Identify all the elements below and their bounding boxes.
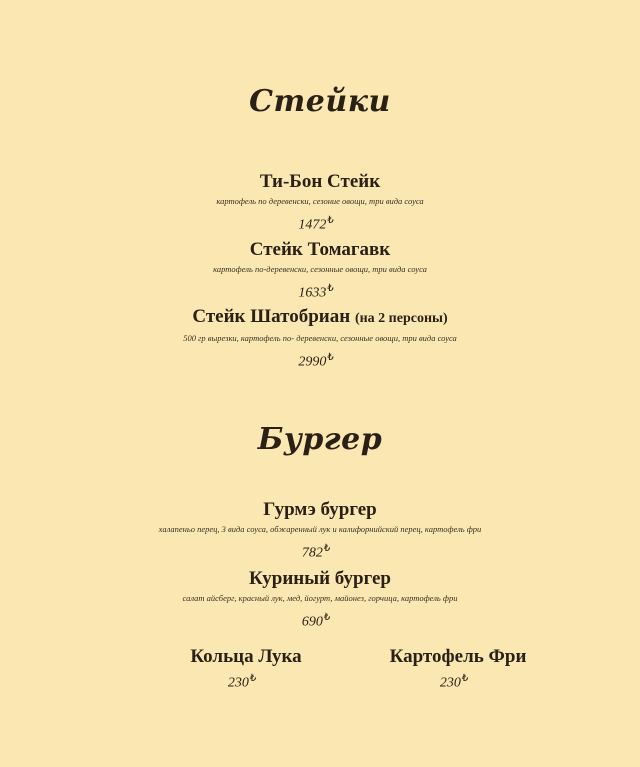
menu-item-t-bone-steak bbox=[0, 171, 640, 235]
price-value: 2990 bbox=[298, 354, 327, 370]
item-name: Кольца Лука bbox=[190, 646, 302, 667]
item-description: картофель по деревенски, сезоние овощи, три вида соуса bbox=[216, 196, 424, 206]
menu-item-gourmet-burger bbox=[0, 499, 640, 563]
price-value: 690 bbox=[301, 614, 323, 630]
price-value: 1633 bbox=[298, 285, 327, 301]
item-price bbox=[0, 280, 640, 303]
menu-item-onion-rings bbox=[146, 646, 346, 693]
item-name-text: Стейк Шатобриан bbox=[192, 306, 351, 327]
item-name: Куриный бургер bbox=[248, 568, 392, 589]
item-price bbox=[0, 540, 640, 563]
item-name: Стейк Томагавк bbox=[249, 239, 391, 260]
item-description: картофель по-деревенски, сезонные овощи, три вида соуса bbox=[213, 264, 427, 274]
section-title-burgers: Бургер bbox=[257, 422, 383, 457]
menu-item-tomahawk-steak bbox=[0, 239, 640, 303]
menu-item-french-fries bbox=[358, 646, 558, 693]
price-value: 230 bbox=[439, 675, 461, 691]
price-value: 1472 bbox=[298, 217, 327, 233]
currency-icon: ₺ bbox=[327, 352, 334, 363]
item-price bbox=[146, 670, 346, 693]
item-description: 500 гр вырезки, картофель по- деревенски, сезонные овощи, три вида соуса bbox=[183, 333, 457, 343]
currency-icon: ₺ bbox=[327, 283, 334, 294]
item-price bbox=[358, 670, 558, 693]
currency-icon: ₺ bbox=[323, 612, 331, 623]
item-name: Ти-Бон Стейк bbox=[259, 171, 381, 192]
section-title-steaks: Стейки bbox=[249, 84, 391, 119]
price-value: 230 bbox=[227, 675, 249, 691]
menu-item-chicken-burger bbox=[0, 568, 640, 632]
item-price bbox=[0, 609, 640, 632]
item-name-suffix: (на 2 персоны) bbox=[354, 311, 448, 326]
item-name: Гурмэ бургер bbox=[263, 499, 377, 520]
currency-icon: ₺ bbox=[323, 543, 331, 554]
item-name bbox=[0, 306, 640, 330]
currency-icon: ₺ bbox=[327, 215, 334, 226]
currency-icon: ₺ bbox=[461, 673, 469, 684]
currency-icon: ₺ bbox=[249, 673, 257, 684]
item-price bbox=[0, 212, 640, 235]
item-description: халапеньо перец, 3 вида соуса, обжаренный лук и калифорнийский перец, картофель фри bbox=[158, 524, 482, 534]
item-name: Картофель Фри bbox=[389, 646, 527, 667]
item-price bbox=[0, 349, 640, 372]
menu-item-chateaubriand-steak bbox=[0, 306, 640, 372]
item-description: салат айсберг, красный лук, мед, йогурт, майонез, горчица, картофель фри bbox=[182, 593, 458, 603]
price-value: 782 bbox=[301, 545, 323, 561]
